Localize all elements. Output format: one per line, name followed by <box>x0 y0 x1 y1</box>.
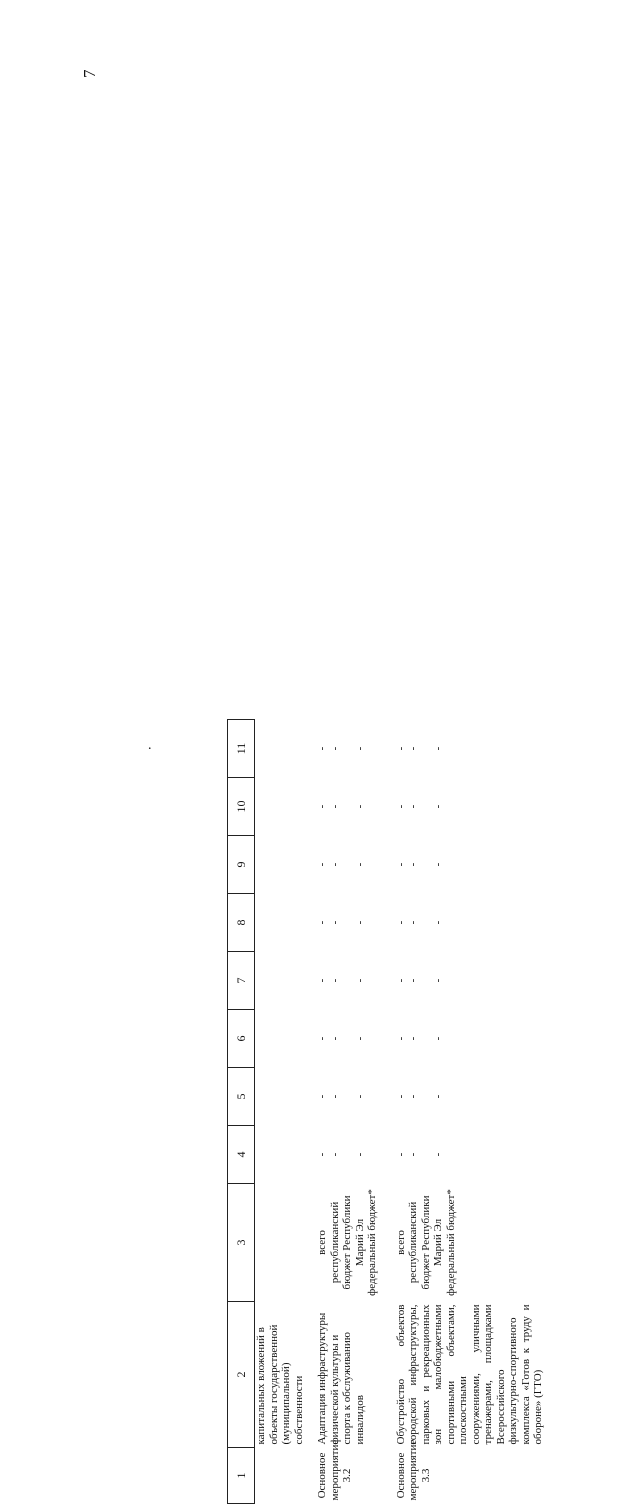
value-cell <box>381 720 547 778</box>
value: - <box>328 862 341 867</box>
col-header: 9 <box>228 836 255 894</box>
value-cell <box>311 1010 381 1068</box>
rotated-page <box>227 720 640 1504</box>
value: - <box>394 1152 407 1157</box>
table-row <box>311 720 381 1504</box>
value-cell <box>381 1068 547 1126</box>
budget-table <box>227 719 547 1504</box>
value: - <box>407 1152 419 1157</box>
value: - <box>316 1094 328 1099</box>
value-cell <box>311 720 381 778</box>
value: - <box>353 1036 366 1041</box>
value: - <box>353 804 366 809</box>
value: - <box>316 978 328 983</box>
value: - <box>432 1094 444 1099</box>
value: - <box>316 1152 328 1157</box>
value: - <box>407 1036 419 1041</box>
event-label: Основное мероприятие 3.2 <box>316 1439 353 1501</box>
value: - <box>394 978 407 983</box>
value: - <box>353 746 366 751</box>
value: - <box>316 1036 328 1041</box>
value-cell <box>311 1126 381 1184</box>
value: - <box>316 746 328 751</box>
value: - <box>407 1094 419 1099</box>
event-name: Обустройство объектов городской инфраструктуры, парковых и рекреационных зон малобюджетными спортивными объектами, плоскостными сооружениями, уличными тренажерами, площадками Всероссийского физкультурно-спортивного комплекса «Готов к труду и обороне» (ГТО) <box>394 1304 544 1445</box>
value-cell <box>311 836 381 894</box>
value-cell <box>311 778 381 836</box>
value: - <box>394 746 407 751</box>
value: - <box>328 746 341 751</box>
value: - <box>407 804 419 809</box>
value: - <box>432 1036 444 1041</box>
value-cell <box>311 894 381 952</box>
value-cell <box>381 778 547 836</box>
value: - <box>328 978 341 983</box>
value: - <box>432 1152 444 1157</box>
source-label: республиканский бюджет Республики Марий Эл <box>328 1195 366 1290</box>
value: - <box>328 1094 341 1099</box>
source-label: федеральный бюджет* <box>366 1189 378 1296</box>
value-cell <box>311 952 381 1010</box>
value: - <box>353 1152 366 1157</box>
value: - <box>353 978 366 983</box>
source-label: республиканский бюджет Республики Марий Эл <box>407 1195 444 1290</box>
col-header: 7 <box>228 952 255 1010</box>
col-header: 10 <box>228 778 255 836</box>
value: - <box>328 1036 341 1041</box>
footer-mark: . <box>148 738 152 753</box>
sources-cell <box>381 1184 547 1302</box>
value: - <box>394 862 407 867</box>
event-name: Адаптация инфраструктуры физической культуры и спорта к обслуживанию инвалидов <box>316 1312 366 1445</box>
value: - <box>432 920 444 925</box>
source-label: всего <box>394 1230 407 1255</box>
value: - <box>353 1094 366 1099</box>
value: - <box>353 862 366 867</box>
value: - <box>394 804 407 809</box>
value: - <box>407 920 419 925</box>
col-header: 4 <box>228 1126 255 1184</box>
value: - <box>432 978 444 983</box>
col-header: 3 <box>228 1184 255 1302</box>
col-header: 5 <box>228 1068 255 1126</box>
value-cell <box>311 1068 381 1126</box>
col-header: 1 <box>228 1448 255 1504</box>
value: - <box>407 978 419 983</box>
value-cell <box>381 1126 547 1184</box>
source-label: федеральный бюджет* <box>444 1189 457 1296</box>
value: - <box>316 862 328 867</box>
table-row <box>381 720 547 1504</box>
value-cell <box>381 894 547 952</box>
value: - <box>328 920 341 925</box>
page-number: 7 <box>80 69 99 78</box>
value: - <box>316 920 328 925</box>
header-row <box>228 720 255 1504</box>
value: - <box>316 804 328 809</box>
value: - <box>394 1036 407 1041</box>
value-cell <box>381 1010 547 1068</box>
stub-text: капитальных вложений в объекты государственной (муниципальной) собственности <box>255 1324 305 1445</box>
sources-cell <box>311 1184 381 1302</box>
value-cell <box>381 836 547 894</box>
col-header: 8 <box>228 894 255 952</box>
value: - <box>432 862 444 867</box>
value: - <box>394 920 407 925</box>
value: - <box>432 746 444 751</box>
value: - <box>328 1152 341 1157</box>
value: - <box>328 804 341 809</box>
value: - <box>353 920 366 925</box>
col-header: 2 <box>228 1302 255 1448</box>
event-label: Основное мероприятие 3.3 <box>394 1439 432 1501</box>
stub-row <box>255 720 312 1504</box>
col-header: 6 <box>228 1010 255 1068</box>
value: - <box>394 1094 407 1099</box>
value: - <box>407 746 419 751</box>
source-label: всего <box>316 1230 328 1255</box>
col-header: 11 <box>228 720 255 778</box>
value: - <box>407 862 419 867</box>
value-cell <box>381 952 547 1010</box>
value: - <box>432 804 444 809</box>
